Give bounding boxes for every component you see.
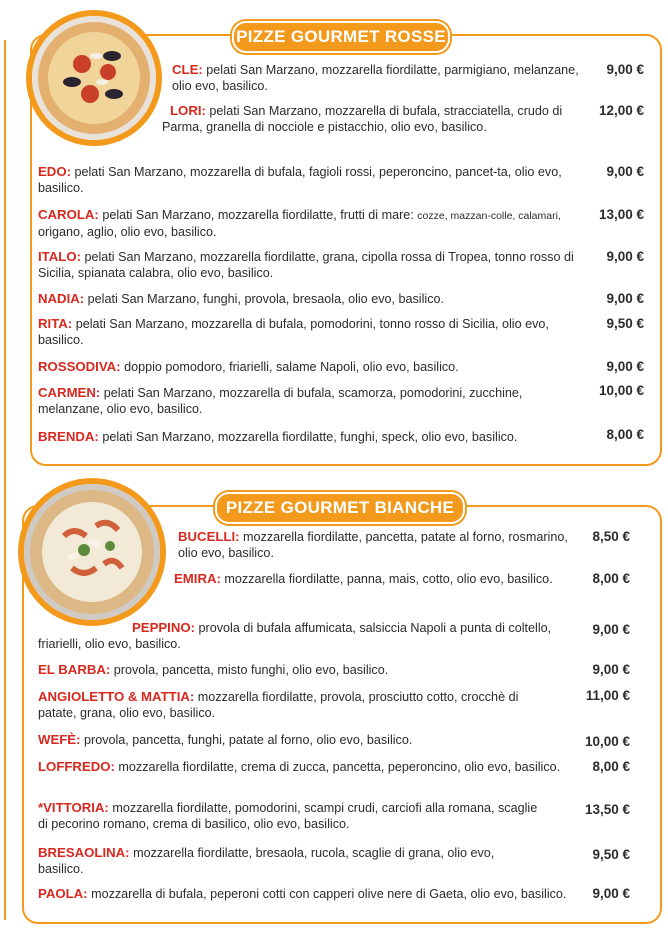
item-description: mozzarella di bufala, peperoni cotti con capperi olive nere di Gaeta, olio evo, basilico.	[91, 887, 567, 901]
item-name: CARMEN:	[38, 385, 101, 400]
item-price: 9,00 €	[606, 359, 644, 374]
item-description: pelati San Marzano, mozzarella di bufala, fagioli rossi, peperoncino, pancet-ta, olio evo, basilico.	[38, 165, 562, 195]
item-price: 9,00 €	[592, 662, 630, 677]
item-name: CAROLA:	[38, 207, 99, 222]
list-item	[38, 662, 574, 678]
item-description: pelati San Marzano, funghi, provola, bresaola, olio evo, basilico.	[87, 292, 444, 306]
list-item	[38, 207, 584, 240]
item-description: mozzarella fiordilatte, pomodorini, scampi crudi, carciofi alla romana, scaglie di pecorino romano, crema di basilico, olio evo, basilico.	[38, 801, 538, 831]
item-name: EMIRA:	[174, 571, 221, 586]
item-description: mozzarella fiordilatte, pancetta, patate al forno, rosmarino, olio evo, basilico.	[178, 530, 568, 560]
item-name: BRESAOLINA:	[38, 845, 130, 860]
item-description: provola, pancetta, funghi, patate al forno, olio evo, basilico.	[84, 733, 413, 747]
item-price: 13,00 €	[598, 207, 644, 222]
item-price: 10,00 €	[598, 383, 644, 398]
list-item	[38, 164, 584, 196]
list-item	[172, 62, 582, 94]
item-description: mozzarella fiordilatte, bresaola, rucola, scaglie di grana, olio evo, basilico.	[38, 846, 495, 876]
item-price: 10,00 €	[584, 734, 630, 749]
item-price: 8,00 €	[592, 759, 630, 774]
item-price: 8,00 €	[606, 427, 644, 442]
item-name: CLE:	[172, 62, 203, 77]
list-item	[178, 529, 574, 561]
item-name: RITA:	[38, 316, 73, 331]
list-item	[38, 759, 566, 775]
item-price: 9,50 €	[592, 847, 630, 862]
item-name: ROSSODIVA:	[38, 359, 121, 374]
item-name: EL BARBA:	[38, 662, 111, 677]
item-price: 11,00 €	[585, 688, 630, 703]
item-name: EDO:	[38, 164, 71, 179]
item-name: PEPPINO:	[132, 620, 196, 635]
item-price: 9,00 €	[606, 291, 644, 306]
item-description: mozzarella fiordilatte, crema di zucca, pancetta, peperoncino, olio evo, basilico.	[118, 760, 561, 774]
pizza-seafood-photo	[26, 10, 162, 146]
list-item	[38, 845, 538, 877]
section-title-bianche: PIZZE GOURMET BIANCHE	[215, 492, 465, 524]
left-border-line	[0, 40, 6, 920]
list-item	[38, 385, 558, 417]
item-price: 9,00 €	[606, 249, 644, 264]
item-price: 9,00 €	[592, 886, 630, 901]
item-description: pelati San Marzano, mozzarella fiordilatte, funghi, speck, olio evo, basilico.	[102, 430, 518, 444]
item-price: 8,50 €	[592, 529, 630, 544]
list-item	[166, 571, 574, 587]
item-description: pelati San Marzano, mozzarella di bufala, stracciatella, crudo di Parma, granella di nocciole e pistacchio, olio evo, basilico.	[162, 104, 563, 134]
item-price: 12,00 €	[598, 103, 644, 118]
list-item	[38, 800, 548, 832]
item-name: NADIA:	[38, 291, 85, 306]
item-price: 9,00 €	[592, 622, 630, 637]
pizza-scampi-photo	[18, 478, 166, 626]
item-description-end: origano, aglio, olio evo, basilico.	[38, 225, 217, 239]
item-name: PAOLA:	[38, 886, 88, 901]
list-item	[38, 249, 584, 281]
item-price: 13,50 €	[584, 802, 630, 817]
list-item	[38, 689, 552, 721]
item-name: WEFÈ:	[38, 732, 81, 747]
item-price: 9,50 €	[606, 316, 644, 331]
item-description: pelati San Marzano, mozzarella di bufala, scamorza, pomodorini, zucchine, melanzane, olio evo, basilico.	[38, 386, 523, 416]
section-title-rosse: PIZZE GOURMET ROSSE	[232, 21, 450, 53]
item-description: provola, pancetta, misto funghi, olio evo, basilico.	[113, 663, 389, 677]
item-name: LORI:	[170, 103, 206, 118]
item-name: *VITTORIA:	[38, 800, 109, 815]
item-price: 9,00 €	[606, 62, 644, 77]
item-description: pelati San Marzano, mozzarella fiordilatte, grana, cipolla rossa di Tropea, tonno rosso di Sicilia, spianata calabra, olio evo, basilico.	[38, 250, 574, 280]
item-description: pelati San Marzano, mozzarella fiordilatte, parmigiano, melanzane, olio evo, basilico.	[172, 63, 579, 93]
item-description: pelati San Marzano, mozzarella fiordilatte, frutti di mare:	[102, 208, 414, 222]
list-item	[38, 291, 584, 307]
list-item	[38, 316, 584, 348]
item-description: provola di bufala affumicata, salsiccia Napoli a punta di coltello, friarielli, olio evo, basilico.	[38, 621, 552, 651]
item-name: LOFFREDO:	[38, 759, 115, 774]
list-item	[38, 429, 558, 445]
item-name: BRENDA:	[38, 429, 99, 444]
list-item	[38, 732, 574, 748]
item-description: pelati San Marzano, mozzarella di bufala, pomodorini, tonno rosso di Sicilia, olio evo, basilico.	[38, 317, 549, 347]
item-price: 9,00 €	[606, 164, 644, 179]
item-description: mozzarella fiordilatte, provola, prosciutto cotto, crocchè di patate, grana, olio evo, basilico.	[38, 690, 519, 720]
list-item	[38, 886, 574, 902]
item-description: doppio pomodoro, friarielli, salame Napoli, olio evo, basilico.	[124, 360, 459, 374]
item-description-detail: cozze, mazzan-colle, calamari,	[417, 210, 561, 222]
item-name: BUCELLI:	[178, 529, 240, 544]
item-name: ANGIOLETTO & MATTIA:	[38, 689, 195, 704]
item-description: mozzarella fiordilatte, panna, mais, cotto, olio evo, basilico.	[224, 572, 553, 586]
list-item	[38, 620, 574, 652]
item-name: ITALO:	[38, 249, 81, 264]
list-item	[162, 103, 582, 135]
list-item	[38, 359, 584, 375]
item-price: 8,00 €	[592, 571, 630, 586]
